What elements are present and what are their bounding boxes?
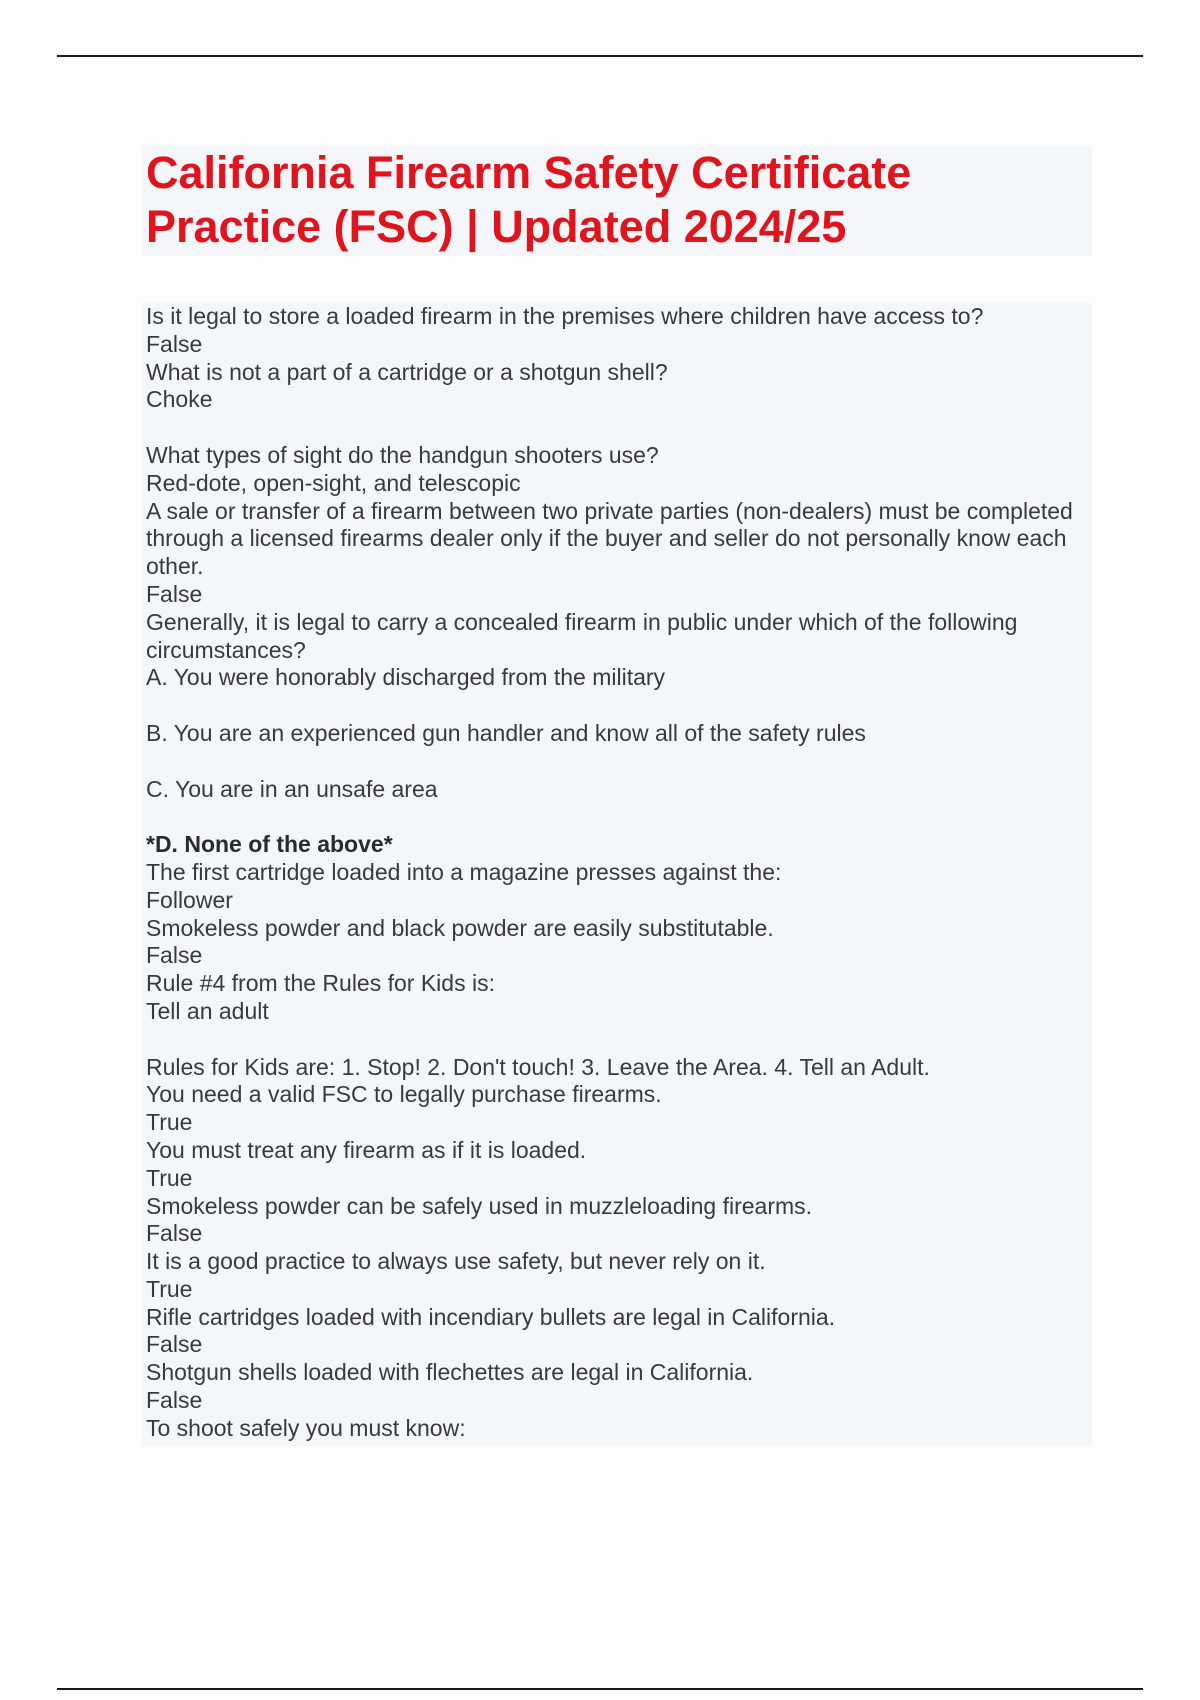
- qa-content: [146, 303, 1086, 1443]
- answer-line: False: [146, 330, 203, 357]
- answer-line: False: [146, 580, 203, 607]
- answer-line: Follower: [146, 886, 233, 913]
- top-rule: [57, 55, 1143, 57]
- spacer: [146, 803, 1086, 831]
- answer-line: Tell an adult: [146, 997, 269, 1024]
- question-line: You need a valid FSC to legally purchase firearms.: [146, 1081, 662, 1108]
- answer-line: True: [146, 1109, 193, 1136]
- option-line: C. You are in an unsafe area: [146, 775, 438, 802]
- question-line: It is a good practice to always use safety, but never rely on it.: [146, 1248, 766, 1275]
- answer-line: True: [146, 1164, 193, 1191]
- answer-line: False: [146, 1220, 203, 1247]
- answer-line: Red-dote, open-sight, and telescopic: [146, 469, 521, 496]
- spacer: [146, 748, 1086, 776]
- question-line: The first cartridge loaded into a magazine presses against the:: [146, 858, 782, 885]
- answer-line: False: [146, 1387, 203, 1414]
- question-line: A sale or transfer of a firearm between two private parties (non-dealers) must be completed through a licensed firearms dealer only if the buyer and seller do not personally know each other.: [146, 497, 1073, 580]
- answer-line: True: [146, 1275, 193, 1302]
- option-line: B. You are an experienced gun handler and know all of the safety rules: [146, 719, 866, 746]
- answer-line: Choke: [146, 386, 213, 413]
- spacer: [146, 414, 1086, 442]
- correct-option-line: *D. None of the above*: [146, 831, 393, 858]
- question-line: Smokeless powder and black powder are easily substitutable.: [146, 914, 774, 941]
- document-title: California Firearm Safety Certificate Practice (FSC) | Updated 2024/25: [146, 147, 912, 252]
- option-line: A. You were honorably discharged from the military: [146, 664, 666, 691]
- question-line: Generally, it is legal to carry a concealed firearm in public under which of the following circumstances?: [146, 608, 1018, 663]
- question-line: Rule #4 from the Rules for Kids is:: [146, 970, 495, 997]
- spacer: [146, 1026, 1086, 1054]
- question-line: Smokeless powder can be safely used in muzzleloading firearms.: [146, 1192, 813, 1219]
- bottom-rule: [57, 1688, 1143, 1690]
- question-line: You must treat any firearm as if it is loaded.: [146, 1136, 587, 1163]
- answer-line: False: [146, 1331, 203, 1358]
- question-line: To shoot safely you must know:: [146, 1414, 466, 1441]
- question-line: What is not a part of a cartridge or a shotgun shell?: [146, 358, 668, 385]
- spacer: [146, 692, 1086, 720]
- answer-note-line: Rules for Kids are: 1. Stop! 2. Don't touch! 3. Leave the Area. 4. Tell an Adult.: [146, 1053, 930, 1080]
- answer-line: False: [146, 942, 203, 969]
- question-line: Rifle cartridges loaded with incendiary bullets are legal in California.: [146, 1303, 836, 1330]
- question-line: Is it legal to store a loaded firearm in the premises where children have access to?: [146, 303, 984, 329]
- question-line: What types of sight do the handgun shooters use?: [146, 441, 659, 468]
- question-line: Shotgun shells loaded with flechettes are legal in California.: [146, 1359, 754, 1386]
